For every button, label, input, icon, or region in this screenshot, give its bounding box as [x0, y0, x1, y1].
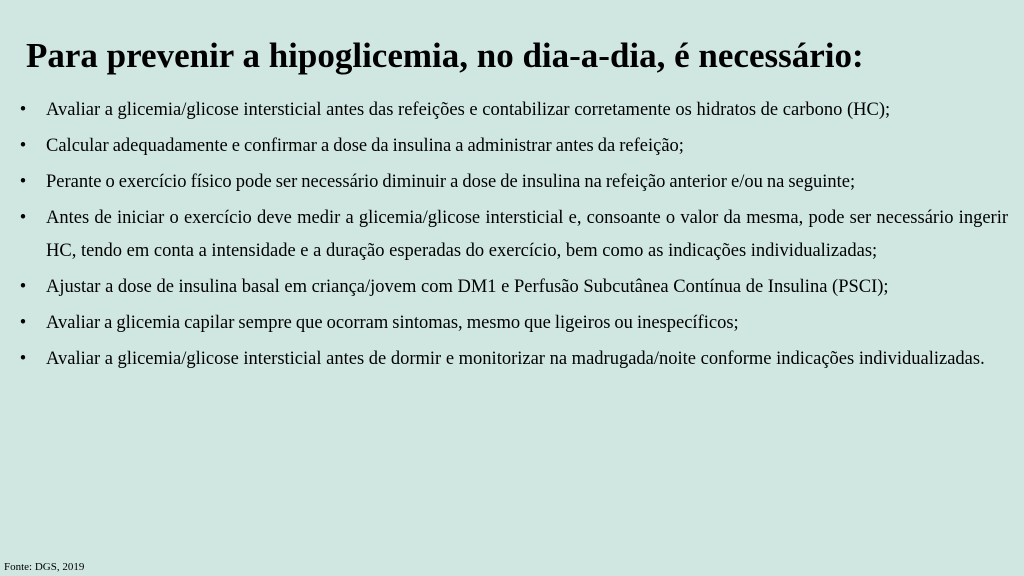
- bullet-text: Avaliar a glicemia/glicose intersticial antes das refeições e contabilizar corretamente os hidratos de carbono (HC);: [46, 100, 891, 120]
- bullet-text: Antes de iniciar o exercício deve medir a glicemia/glicose intersticial e, consoante o valor da mesma, pode ser necessário ingerir HC, tendo em conta a intensidade e a duração esperadas do exercício, bem como as indicações individualizadas;: [46, 208, 1008, 261]
- bullet-item: [0, 307, 1024, 340]
- bullet-item: [0, 271, 1024, 304]
- bullet-dot-icon: •: [19, 208, 27, 228]
- bullet-item: [0, 94, 1024, 127]
- bullet-dot-icon: •: [19, 349, 27, 369]
- bullet-dot-icon: •: [19, 172, 27, 192]
- bullet-text: Avaliar a glicemia capilar sempre que ocorram sintomas, mesmo que ligeiros ou inespecíficos;: [46, 313, 739, 333]
- bullet-item: [0, 202, 1024, 268]
- bullet-item: [0, 130, 1024, 163]
- bullet-dot-icon: •: [19, 313, 27, 333]
- bullet-item: [0, 343, 1024, 376]
- bullet-text: Calcular adequadamente e confirmar a dose da insulina a administrar antes da refeição;: [46, 136, 684, 156]
- slide-title: Para prevenir a hipoglicemia, no dia-a-dia, é necessário:: [26, 36, 864, 75]
- source-citation: Fonte: DGS, 2019: [4, 561, 85, 573]
- bullet-text: Avaliar a glicemia/glicose intersticial antes de dormir e monitorizar na madrugada/noite conforme indicações individualizadas.: [46, 349, 985, 369]
- bullet-list: [0, 94, 1024, 379]
- bullet-dot-icon: •: [19, 100, 27, 120]
- bullet-dot-icon: •: [19, 277, 27, 297]
- bullet-text: Ajustar a dose de insulina basal em criança/jovem com DM1 e Perfusão Subcutânea Contínua de Insulina (PSCI);: [46, 277, 889, 297]
- bullet-item: [0, 166, 1024, 199]
- bullet-dot-icon: •: [19, 136, 27, 156]
- bullet-text: Perante o exercício físico pode ser necessário diminuir a dose de insulina na refeição anterior e/ou na seguinte;: [46, 172, 856, 192]
